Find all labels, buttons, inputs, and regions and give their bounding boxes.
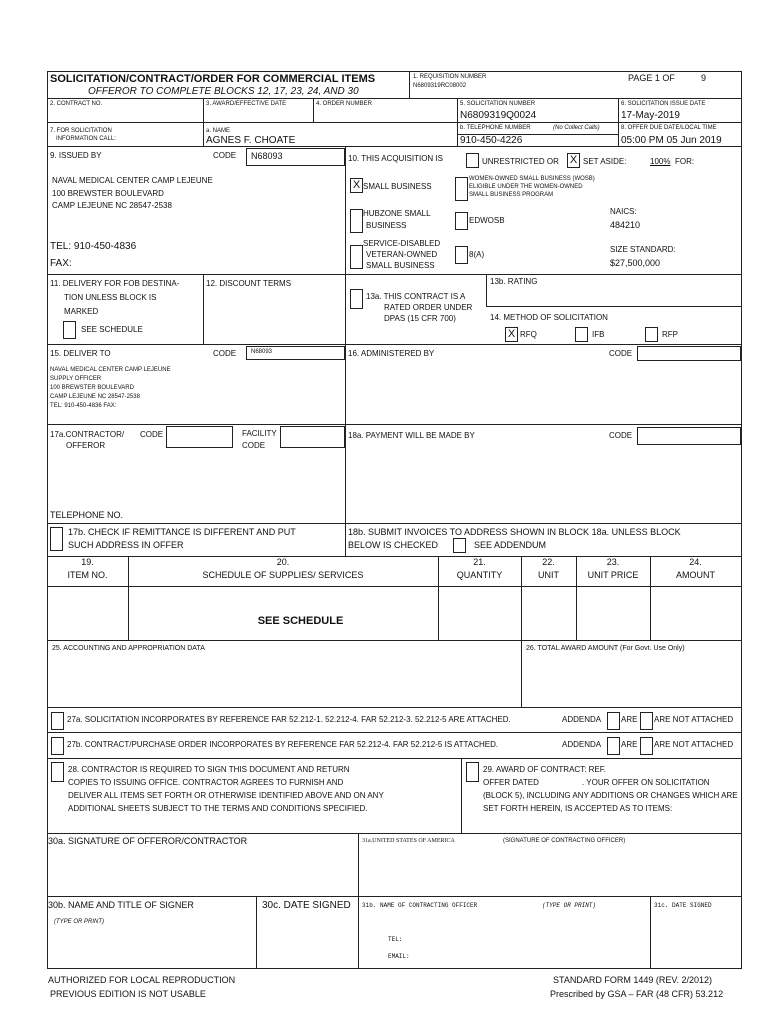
edwosb-label: EDWOSB [469, 216, 505, 225]
wosb-label-1: WOMEN-OWNED SMALL BUSINESS (WOSB) [469, 176, 595, 182]
col-amount-num: 24. [689, 557, 702, 567]
col-unit-price: UNIT PRICE [587, 570, 639, 580]
set-aside-label: SET ASIDE: [583, 157, 627, 166]
size-standard: $27,500,000 [610, 258, 661, 268]
edwosb-checkbox[interactable] [455, 212, 468, 230]
acquisition-label: 10. THIS ACQUISITION IS [348, 154, 443, 163]
facility-code-box[interactable] [280, 426, 345, 448]
col-item-no: ITEM NO. [67, 570, 108, 580]
rated-order-3: DPAS (15 CFR 700) [384, 314, 456, 323]
27b-text: 27b. CONTRACT/PURCHASE ORDER INCORPORATES BY REFERENCE FAR 52.212-4. FAR 52.212-5 IS ATTACHED. [67, 740, 499, 749]
your-offer: . YOUR OFFER ON SOLICITATION [582, 778, 710, 787]
eight-a-label: 8(A) [469, 250, 485, 259]
contractor-required-2: COPIES TO ISSUING OFFICE. CONTRACTOR AGREES TO FURNISH AND [68, 778, 344, 787]
facility-label: FACILITY [242, 429, 277, 438]
contact-name: AGNES F. CHOATE [206, 135, 296, 146]
col-schedule-num: 20. [276, 557, 290, 567]
27a-text: 27a. SOLICITATION INCORPORATES BY REFERENCE FAR 52.212-1. 52.212-4. FAR 52.212-3. 52.212-5 ARE ATTACHED. [67, 715, 511, 724]
issue-date: 17-May-2019 [621, 110, 680, 121]
issued-by-address-1: NAVAL MEDICAL CENTER CAMP LEJEUNE [52, 176, 213, 185]
sdvosb-label-2: VETERAN-OWNED [366, 250, 438, 259]
wosb-label-3: SMALL BUSINESS PROGRAM [469, 192, 554, 198]
see-schedule-heading: SEE SCHEDULE [257, 615, 344, 627]
rfq-label: RFQ [520, 330, 537, 339]
ifb-label: IFB [592, 330, 605, 339]
col-amount: AMOUNT [676, 570, 715, 580]
invoice-label-2: BELOW IS CHECKED [348, 540, 439, 550]
remittance-label-1: 17b. CHECK IF REMITTANCE IS DIFFERENT AND PUT [68, 527, 296, 537]
issued-by-tel: TEL: 910-450-4836 [50, 241, 137, 252]
signature-officer-label: (SIGNATURE OF CONTRACTING OFFICER) [503, 838, 626, 844]
col-quantity-num: 21. [473, 557, 486, 567]
deliver-to-code-box [246, 346, 345, 360]
27a-checkbox[interactable] [51, 712, 64, 730]
see-schedule-label: SEE SCHEDULE [81, 325, 143, 334]
deliver-to-label: 15. DELIVER TO [50, 349, 111, 358]
payment-code-box[interactable] [637, 427, 741, 445]
deliver-to-code: N68093 [251, 349, 273, 355]
ifb-checkbox[interactable] [575, 327, 588, 342]
rated-order-checkbox[interactable] [350, 289, 363, 309]
27b-addenda: ADDENDA [562, 740, 602, 749]
officer-date-label: 31c. DATE SIGNED [654, 902, 712, 909]
27b-are-not: ARE NOT ATTACHED [654, 740, 734, 749]
issued-by-address-2: 100 BREWSTER BOULEVARD [52, 189, 164, 198]
issued-by-code: N68093 [251, 151, 283, 161]
addendum-label: SEE ADDENDUM [474, 540, 547, 550]
28-checkbox[interactable] [51, 762, 64, 782]
27b-are-not-checkbox[interactable] [640, 737, 653, 755]
footer-form-number: STANDARD FORM 1449 (REV. 2/2012) [553, 975, 713, 985]
naics-code: 484210 [610, 220, 641, 230]
sdvosb-label-1: SERVICE-DISABLED [363, 239, 441, 248]
telephone-label: b. TELEPHONE NUMBER [460, 125, 531, 131]
officer-name-label: 31b. NAME OF CONTRACTING OFFICER [362, 902, 478, 909]
rated-order-2: RATED ORDER UNDER [384, 303, 473, 312]
type-or-print: (TYPE OR PRINT) [54, 919, 105, 925]
hubzone-label-1: HUBZONE SMALL [363, 209, 431, 218]
form-subtitle: OFFEROR TO COMPLETE BLOCKS 12, 17, 23, 24, AND 30 [88, 86, 359, 97]
telephone-number: 910-450-4226 [460, 135, 523, 146]
27a-are-not-checkbox[interactable] [640, 712, 653, 730]
issued-by-address-3: CAMP LEJEUNE NC 28547-2538 [52, 201, 172, 210]
unrestricted-checkbox[interactable] [466, 153, 479, 168]
officer-type-print: (TYPE OR PRINT) [542, 902, 597, 909]
rfp-checkbox[interactable] [645, 327, 658, 342]
method-label: 14. METHOD OF SOLICITATION [490, 313, 608, 322]
offer-due-label: 8. OFFER DUE DATE/LOCAL TIME [621, 125, 717, 131]
issued-by-fax: FAX: [50, 258, 72, 269]
fob-label-2: TION UNLESS BLOCK IS [64, 293, 157, 302]
footer-prescribed: Prescribed by GSA – FAR (48 CFR) 53.212 [550, 989, 724, 999]
page-label: PAGE 1 OF [628, 73, 675, 83]
contractor-required-1: 28. CONTRACTOR IS REQUIRED TO SIGN THIS DOCUMENT AND RETURN [68, 765, 350, 774]
unrestricted-label: UNRESTRICTED OR [482, 157, 559, 166]
remittance-checkbox[interactable] [50, 527, 63, 551]
set-aside-percent: 100% [650, 157, 671, 166]
addendum-checkbox[interactable] [453, 538, 466, 553]
discount-terms-label: 12. DISCOUNT TERMS [206, 279, 292, 288]
col-schedule: SCHEDULE OF SUPPLIES/ SERVICES [202, 570, 364, 580]
wosb-checkbox[interactable] [455, 177, 468, 201]
requisition-number: N6809319RC08002 [413, 83, 467, 89]
name-title-signer-label: 30b. NAME AND TITLE OF SIGNER [48, 900, 194, 910]
issued-by-code-label: CODE [213, 151, 237, 160]
27a-addenda: ADDENDA [562, 715, 602, 724]
deliver-to-address-2: SUPPLY OFFICER [50, 376, 102, 382]
contract-no-label: 2. CONTRACT NO. [50, 101, 103, 107]
administered-by-code-box[interactable] [637, 346, 741, 361]
set-aside-for: FOR: [675, 157, 695, 166]
form-title: SOLICITATION/CONTRACT/ORDER FOR COMMERCIAL ITEMS [50, 73, 376, 85]
officer-tel: TEL: [388, 936, 403, 943]
administered-by-code-label: CODE [609, 349, 633, 358]
size-standard-label: SIZE STANDARD: [610, 245, 676, 254]
issue-date-label: 6. SOLICITATION ISSUE DATE [621, 101, 706, 107]
solicitation-number: N6809319Q0024 [460, 110, 537, 121]
col-unit: UNIT [538, 570, 559, 580]
offer-dated: OFFER DATED [483, 778, 539, 787]
deliver-to-code-label: CODE [213, 349, 237, 358]
offer-due-value: 05:00 PM 05 Jun 2019 [621, 135, 722, 146]
rfp-label: RFP [662, 330, 678, 339]
deliver-to-address-3: 100 BREWSTER BOULEVARD [50, 385, 134, 391]
footer-previous-edition: PREVIOUS EDITION IS NOT USABLE [50, 989, 206, 999]
info-call-label-2: INFORMATION CALL: [56, 136, 116, 142]
invoice-label-1: 18b. SUBMIT INVOICES TO ADDRESS SHOWN IN BLOCK 18a. UNLESS BLOCK [348, 527, 681, 537]
rated-order-1: 13a. THIS CONTRACT IS A [366, 292, 466, 301]
small-business-label: SMALL BUSINESS [363, 182, 432, 191]
27a-are: ARE [621, 715, 638, 724]
col-item-no-num: 19. [81, 557, 94, 567]
requisition-label: 1. REQUISITION NUMBER [413, 74, 487, 80]
telephone-no-label: TELEPHONE NO. [50, 510, 124, 520]
27b-are: ARE [621, 740, 638, 749]
contractor-required-3: DELIVER ALL ITEMS SET FORTH OR OTHERWISE IDENTIFIED ABOVE AND ON ANY [68, 791, 384, 800]
officer-email: EMAIL: [388, 953, 410, 960]
telephone-note: (No Collect Calls) [553, 125, 600, 131]
footer-authorized: AUTHORIZED FOR LOCAL REPRODUCTION [48, 975, 236, 985]
facility-code-label: CODE [242, 441, 266, 450]
issued-by-code-box [246, 148, 345, 166]
27a-are-checkbox[interactable] [607, 712, 620, 730]
eight-a-checkbox[interactable] [455, 246, 468, 264]
sdvosb-checkbox[interactable] [350, 245, 363, 269]
rating-label: 13b. RATING [490, 277, 538, 286]
payment-code-label: CODE [609, 431, 633, 440]
col-unit-num: 22. [542, 557, 555, 567]
contractor-required-4: ADDITIONAL SHEETS SUBJECT TO THE TERMS AND CONDITIONS SPECIFIED. [68, 804, 368, 813]
block-5-text: (BLOCK 5), INCLUDING ANY ADDITIONS OR CHANGES WHICH ARE [483, 791, 738, 800]
rfq-checkbox[interactable]: X [505, 327, 518, 342]
contractor-label-2: OFFEROR [66, 441, 106, 450]
27b-checkbox[interactable] [51, 737, 64, 755]
see-schedule-checkbox[interactable] [63, 321, 76, 339]
hubzone-checkbox[interactable] [350, 209, 363, 233]
remittance-label-2: SUCH ADDRESS IN OFFER [68, 540, 184, 550]
col-unit-price-num: 23. [606, 557, 620, 567]
deliver-to-address-4: CAMP LEJEUNE NC 28547-2538 [50, 394, 140, 400]
fob-label-3: MARKED [64, 307, 99, 316]
27b-are-checkbox[interactable] [607, 737, 620, 755]
order-number-label: 4. ORDER NUMBER [316, 101, 373, 107]
accounting-label: 25. ACCOUNTING AND APPROPRIATION DATA [52, 645, 205, 652]
set-aside-checkbox[interactable]: X [567, 153, 580, 168]
27a-are-not: ARE NOT ATTACHED [654, 715, 734, 724]
date-signed-label: 30c. DATE SIGNED [262, 900, 351, 911]
sdvosb-label-3: SMALL BUSINESS [366, 261, 435, 270]
contractor-label: 17a.CONTRACTOR/ [50, 430, 125, 439]
small-business-checkbox[interactable]: X [350, 178, 363, 193]
info-call-label: 7. FOR SOLICITATION [50, 128, 112, 134]
usa-label: 31a.UNITED STATES OF AMERICA [362, 838, 455, 844]
deliver-to-address-1: NAVAL MEDICAL CENTER CAMP LEJEUNE [50, 367, 171, 373]
accepted-items: SET FORTH HEREIN, IS ACCEPTED AS TO ITEMS: [483, 804, 673, 813]
signature-offeror-label: 30a. SIGNATURE OF OFFEROR/CONTRACTOR [48, 836, 248, 846]
29-checkbox[interactable] [466, 762, 479, 782]
total-award-label: 26. TOTAL AWARD AMOUNT (For Govt. Use Only) [526, 645, 685, 652]
payment-by-label: 18a. PAYMENT WILL BE MADE BY [348, 431, 475, 440]
deliver-to-address-5: TEL: 910-450-4836 FAX: [50, 403, 117, 409]
administered-by-label: 16. ADMINISTERED BY [348, 349, 435, 358]
fob-label-1: 11. DELIVERY FOR FOB DESTINA- [50, 279, 180, 288]
award-of-contract: 29. AWARD OF CONTRACT: REF. [483, 765, 606, 774]
award-date-label: 3. AWARD/EFFECTIVE DATE [206, 101, 287, 107]
contact-name-label: a. NAME [206, 128, 231, 134]
contractor-code-box[interactable] [166, 426, 233, 448]
hubzone-label-2: BUSINESS [366, 221, 407, 230]
page-total: 9 [701, 73, 707, 83]
solicitation-number-label: 5. SOLICITATION NUMBER [460, 101, 536, 107]
wosb-label-2: ELIGIBLE UNDER THE WOMEN-OWNED [469, 184, 583, 190]
col-quantity: QUANTITY [456, 570, 503, 580]
contractor-code-label: CODE [140, 430, 164, 439]
naics-label: NAICS: [610, 207, 637, 216]
issued-by-label: 9. ISSUED BY [50, 151, 102, 160]
